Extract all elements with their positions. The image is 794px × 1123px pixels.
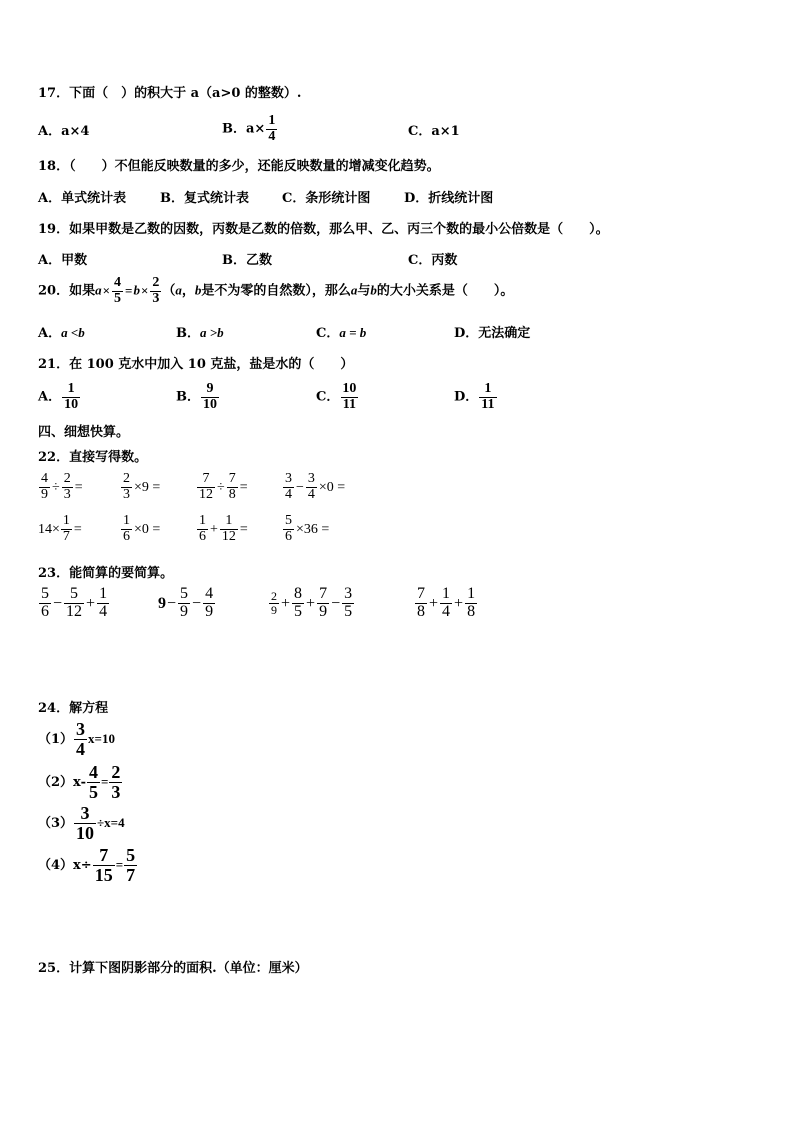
- q20-option-a: [38, 322, 85, 341]
- equals: =: [115, 856, 124, 872]
- numerator: 1: [123, 513, 130, 528]
- numerator: 2: [271, 589, 277, 604]
- denominator: 10: [64, 396, 79, 412]
- denominator: 12: [199, 486, 213, 502]
- denominator: 5: [344, 602, 353, 620]
- denominator: 5: [88, 781, 98, 802]
- denominator: 5: [294, 602, 303, 620]
- q22-expr-8: [282, 514, 330, 544]
- part-label: （1）: [38, 731, 74, 747]
- numerator: 1: [199, 513, 206, 528]
- fraction: [93, 846, 115, 885]
- denominator: 9: [205, 602, 214, 620]
- q20-equals: =: [125, 282, 133, 298]
- q21-option-d: [454, 382, 498, 412]
- section-4-title: 四、细想快算。: [38, 425, 130, 440]
- denominator: 8: [467, 602, 476, 620]
- equals: =: [74, 480, 83, 496]
- question-22-stem: 22．直接写得数。: [38, 450, 148, 465]
- q20-var-b-2: b: [194, 282, 202, 298]
- equals: =: [100, 773, 109, 789]
- numerator: 5: [41, 585, 49, 602]
- denominator: 3: [123, 486, 130, 502]
- denominator: 3: [111, 781, 121, 802]
- q18-option-d: D．折线统计图: [404, 191, 494, 206]
- option-label: C．: [316, 326, 340, 341]
- expr-prefix: 9: [158, 594, 166, 612]
- expr-tail: ×0 =: [318, 480, 346, 496]
- question-18-stem: 18．（ ）不但能反映数量的多少，还能反映数量的增减变化趋势。: [38, 159, 440, 174]
- operator: +: [306, 594, 316, 612]
- option-expr: a = b: [339, 325, 367, 340]
- q17-option-b: [222, 114, 278, 144]
- fraction: [203, 586, 215, 621]
- equation-tail: ÷x=4: [97, 814, 125, 830]
- denominator: 11: [481, 396, 495, 412]
- option-expr: a >b: [200, 325, 224, 340]
- option-fraction: [340, 382, 358, 412]
- q19-option-a: A．甲数: [38, 253, 88, 268]
- denominator: 9: [271, 602, 277, 617]
- option-fraction: [62, 382, 80, 412]
- fraction: [121, 514, 132, 544]
- operator: −: [167, 594, 177, 612]
- equation-tail: x=10: [88, 730, 115, 746]
- q24-part-2: [38, 763, 123, 802]
- q18-option-b: B．复式统计表: [160, 191, 249, 206]
- operator: ×0 =: [134, 522, 161, 538]
- numerator: 3: [80, 803, 90, 823]
- denominator: 4: [307, 486, 315, 502]
- denominator: 3: [63, 486, 71, 502]
- q17-option-a: A．a×4: [38, 124, 90, 139]
- numerator: 1: [99, 585, 108, 602]
- q20-text-mid: 是不为零的自然数），那么: [201, 283, 351, 299]
- q20-and: 与: [357, 283, 371, 299]
- numerator: 5: [126, 845, 136, 865]
- operator: −: [331, 594, 341, 612]
- part-label: （3）: [38, 815, 74, 831]
- fraction: [178, 586, 190, 621]
- part-label: （2）x-: [38, 774, 86, 790]
- fraction: [465, 586, 477, 621]
- q18-option-c: C．条形统计图: [282, 191, 371, 206]
- denominator: 11: [342, 396, 356, 412]
- q23-expr-3: [268, 586, 355, 621]
- q22-expr-5: [38, 514, 83, 544]
- denominator: 12: [66, 602, 83, 620]
- fraction: [283, 514, 294, 544]
- fraction: [220, 514, 238, 544]
- denominator: 9: [319, 602, 328, 620]
- operator: ÷: [52, 480, 60, 496]
- numerator: 1: [484, 381, 492, 396]
- part-label: （4）x÷: [38, 857, 92, 873]
- operator: −: [296, 480, 304, 496]
- fraction: [227, 472, 238, 502]
- q20-fraction-2: [150, 276, 161, 306]
- numerator: 2: [111, 762, 121, 782]
- numerator: 5: [180, 585, 189, 602]
- option-fraction: [201, 382, 219, 412]
- fraction: [74, 720, 87, 759]
- fraction: [317, 586, 329, 621]
- fraction: [292, 586, 304, 621]
- q20-var-b-3: b: [370, 282, 377, 298]
- numerator: 3: [344, 585, 353, 602]
- operator: −: [192, 594, 202, 612]
- q23-expr-1: [38, 586, 110, 621]
- q17-option-c: C．a×1: [408, 124, 460, 139]
- fraction: [97, 586, 109, 621]
- numerator: 1: [67, 381, 75, 396]
- expr-prefix: 14×: [38, 522, 60, 538]
- q23-expr-2: [158, 586, 216, 621]
- q18-option-a: A．单式统计表: [38, 191, 127, 206]
- question-17-stem: 17．下面（ ）的积大于 a（a>0 的整数）.: [38, 86, 302, 101]
- q22-expr-4: [282, 472, 346, 502]
- fraction: [109, 763, 122, 802]
- operator: ÷: [217, 480, 225, 496]
- q20-option-c: [316, 322, 366, 341]
- fraction: [415, 586, 427, 621]
- q22-expr-3: [196, 472, 249, 502]
- option-label: B．: [176, 326, 200, 341]
- denominator: 10: [203, 396, 217, 412]
- q19-option-c: C．丙数: [408, 253, 458, 268]
- denominator: 4: [99, 602, 108, 620]
- fraction: [74, 804, 96, 843]
- denominator: 4: [76, 738, 86, 759]
- fraction: [440, 586, 452, 621]
- q17-option-b-fraction: [266, 114, 277, 144]
- denominator: 9: [41, 486, 48, 502]
- numerator: 8: [294, 585, 303, 602]
- question-20-stem: [38, 276, 513, 306]
- q21-option-b: [176, 382, 220, 412]
- q24-part-3: [38, 804, 125, 843]
- fraction: [269, 590, 279, 616]
- numerator: 1: [225, 513, 233, 528]
- q20-times: ×: [102, 282, 111, 298]
- q20-suffix: 的大小关系是（ ）。: [376, 283, 514, 299]
- q24-part-1: [38, 720, 115, 759]
- q20-var-a: a: [95, 282, 102, 298]
- option-label: A．: [38, 326, 62, 341]
- q17-option-b-label: B．a×: [222, 121, 266, 137]
- numerator: 3: [307, 471, 315, 486]
- numerator: 9: [206, 381, 214, 396]
- question-21-stem: 21．在 100 克水中加入 10 克盐，盐是水的（ ）: [38, 357, 354, 372]
- denominator: 12: [221, 528, 236, 544]
- fraction: [39, 586, 51, 621]
- q20-var-a-2: a: [175, 282, 182, 298]
- numerator: 10: [342, 381, 357, 396]
- fraction: [121, 472, 132, 502]
- numerator: 7: [319, 585, 328, 602]
- operator: +: [454, 594, 464, 612]
- numerator: 7: [417, 585, 425, 602]
- fraction: [283, 472, 294, 502]
- denominator: 7: [126, 864, 136, 885]
- q20-comma: ，: [181, 283, 195, 299]
- denominator: 8: [417, 602, 425, 620]
- q20-fraction-1: [112, 276, 123, 306]
- fraction: [306, 472, 317, 502]
- numerator: 3: [285, 471, 292, 486]
- option-label: D．: [454, 389, 479, 405]
- denominator: 4: [442, 602, 451, 620]
- q20-option-d: D．无法确定: [454, 326, 531, 341]
- option-expr: a <b: [61, 325, 85, 340]
- q22-expr-2: [120, 472, 161, 502]
- operator: ×36 =: [296, 522, 330, 538]
- numerator: 1: [62, 513, 70, 528]
- q20-times-2: ×: [140, 282, 149, 298]
- numerator: 1: [268, 113, 276, 128]
- q21-option-c: [316, 382, 359, 412]
- numerator: 7: [228, 471, 236, 486]
- question-19-stem: 19．如果甲数是乙数的因数，丙数是乙数的倍数，那么甲、乙、丙三个数的最小公倍数是（ ）。: [38, 222, 609, 237]
- denominator: 6: [285, 528, 292, 544]
- fraction: [124, 846, 137, 885]
- q20-var-b: b: [133, 282, 140, 298]
- equals: =: [73, 522, 82, 538]
- operator: ×9 =: [134, 480, 161, 496]
- numerator: 5: [70, 585, 79, 602]
- q20-paren: （: [162, 283, 176, 299]
- numerator: 2: [123, 471, 130, 486]
- q19-option-b: B．乙数: [222, 253, 272, 268]
- numerator: 7: [202, 471, 210, 486]
- option-fraction: [479, 382, 496, 412]
- numerator: 2: [63, 471, 71, 486]
- operator: −: [53, 594, 63, 612]
- denominator: 5: [114, 290, 122, 306]
- question-25-stem: 25．计算下图阴影部分的面积.（单位：厘米）: [38, 961, 308, 976]
- denominator: 6: [199, 528, 206, 544]
- numerator: 1: [442, 585, 451, 602]
- q22-expr-1: [38, 472, 84, 502]
- numerator: 2: [152, 275, 160, 290]
- numerator: 7: [99, 845, 109, 865]
- q20-var-a-3: a: [350, 282, 358, 298]
- denominator: 7: [62, 528, 70, 544]
- q22-expr-6: [120, 514, 161, 544]
- q20-option-b: [176, 322, 224, 341]
- numerator: 4: [205, 585, 214, 602]
- equals: =: [239, 522, 248, 538]
- fraction: [62, 472, 73, 502]
- question-24-stem: 24．解方程: [38, 701, 109, 716]
- operator: +: [86, 594, 96, 612]
- operator: +: [429, 594, 439, 612]
- numerator: 3: [76, 719, 86, 739]
- denominator: 9: [180, 602, 189, 620]
- q24-part-4: [38, 846, 138, 885]
- numerator: 4: [41, 471, 48, 486]
- numerator: 5: [285, 513, 292, 528]
- fraction: [342, 586, 354, 621]
- denominator: 6: [123, 528, 130, 544]
- denominator: 6: [41, 602, 49, 620]
- fraction: [197, 514, 208, 544]
- denominator: 15: [94, 864, 113, 885]
- numerator: 4: [88, 762, 98, 782]
- denominator: 4: [285, 486, 292, 502]
- operator: +: [281, 594, 291, 612]
- denominator: 4: [268, 128, 276, 144]
- fraction: [197, 472, 215, 502]
- q23-expr-4: [414, 586, 478, 621]
- denominator: 10: [76, 822, 95, 843]
- denominator: 8: [228, 486, 236, 502]
- fraction: [87, 763, 100, 802]
- option-label: C．: [316, 389, 340, 405]
- option-label: A．: [38, 389, 62, 405]
- fraction: [61, 514, 72, 544]
- denominator: 3: [152, 290, 160, 306]
- equals: =: [239, 480, 248, 496]
- q21-option-a: [38, 382, 81, 412]
- option-label: B．: [176, 389, 200, 405]
- fraction: [39, 472, 50, 502]
- q22-expr-7: [196, 514, 249, 544]
- fraction: [64, 586, 84, 621]
- q20-prefix: 20．如果: [38, 283, 96, 299]
- numerator: 1: [467, 585, 476, 602]
- question-23-stem: 23．能简算的要简算。: [38, 566, 174, 581]
- numerator: 4: [114, 275, 122, 290]
- operator: +: [210, 522, 218, 538]
